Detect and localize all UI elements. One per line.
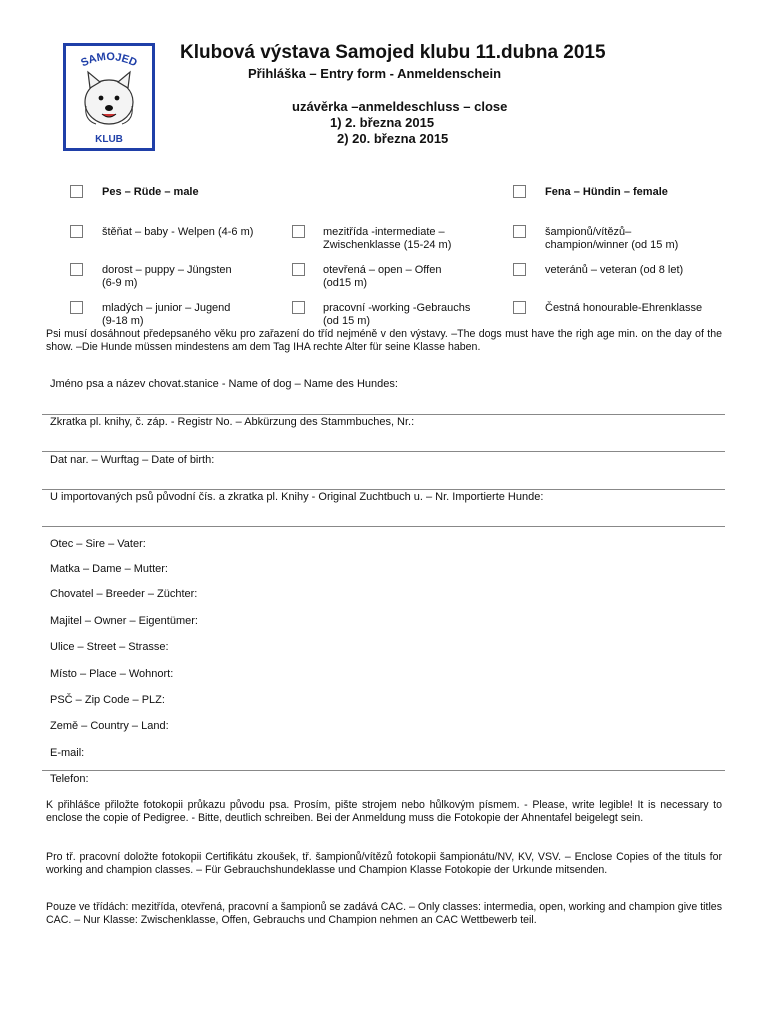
country-field[interactable]: Země – Country – Land:: [50, 720, 169, 732]
page-subtitle: Přihláška – Entry form - Anmeldenschein: [248, 66, 502, 81]
class-honour-label: Čestná honourable-Ehrenklasse: [545, 302, 703, 314]
deadline-1: 1) 2. března 2015: [330, 115, 435, 130]
dog-name-label: Jméno psa a název chovat.stanice - Name of dog – Name des Hundes:: [50, 378, 398, 390]
deadline-label: uzávěrka –anmeldeschluss – close: [292, 99, 508, 114]
class-baby-checkbox[interactable]: [70, 225, 83, 238]
class-open-label: otevřená – open – Offen (od15 m): [323, 264, 442, 289]
breeder-field[interactable]: Chovatel – Breeder – Züchter:: [50, 588, 198, 600]
class-working-label: pracovní -working -Gebrauchs (od 15 m): [323, 302, 471, 327]
zip-field[interactable]: PSČ – Zip Code – PLZ:: [50, 694, 165, 706]
class-champion-checkbox[interactable]: [513, 225, 526, 238]
page-title: Klubová výstava Samojed klubu 11.dubna 2015: [180, 42, 606, 63]
class-junior-label: mladých – junior – Jugend (9-18 m): [102, 302, 231, 327]
class-veteran-checkbox[interactable]: [513, 263, 526, 276]
phone-field[interactable]: Telefon:: [50, 773, 89, 785]
email-underline: [42, 770, 725, 771]
class-intermediate-checkbox[interactable]: [292, 225, 305, 238]
class-junior-checkbox[interactable]: [70, 301, 83, 314]
club-logo: [63, 43, 155, 151]
class-veteran-label: veteránů – veteran (od 8 let): [545, 264, 684, 276]
male-checkbox[interactable]: [70, 185, 83, 198]
street-field[interactable]: Ulice – Street – Strasse:: [50, 641, 169, 653]
email-field[interactable]: E-mail:: [50, 747, 85, 759]
svg-text:SAMOJED: [79, 51, 139, 69]
age-note: Psi musí dosáhnout předepsaného věku pro zařazení do tříd nejméně v den výstavy. –The dogs must have the righ age min. on the day of the show. –Die Hunde müssen mindestens am dem Tag IHA rechte Alter für seine Klasse haben.: [46, 328, 722, 353]
class-puppy-checkbox[interactable]: [70, 263, 83, 276]
class-working-checkbox[interactable]: [292, 301, 305, 314]
female-label: Fena – Hündin – female: [545, 186, 668, 198]
owner-field[interactable]: Majitel – Owner – Eigentümer:: [50, 615, 198, 627]
class-champion-label: šampionů/vítězů– champion/winner (od 15 m): [545, 226, 679, 251]
logo-text-bottom: KLUB: [95, 134, 123, 145]
class-honour-checkbox[interactable]: [513, 301, 526, 314]
working-note: Pro tř. pracovní doložte fotokopii Certifikátu zkoušek, tř. šampionů/vítězů fotokopii šampionátu/NV, KV, VSV. – Enclose Copies of the tituls for working and champion classes. – Für Gebrauchshundeklasse und Champion Klasse Fotokopie der Urkunde mitsenden.: [46, 851, 722, 876]
sire-field[interactable]: Otec – Sire – Vater:: [50, 538, 146, 550]
dam-field[interactable]: Matka – Dame – Mutter:: [50, 563, 168, 575]
class-intermediate-label: mezitřída -intermediate – Zwischenklasse (15-24 m): [323, 226, 452, 251]
female-checkbox[interactable]: [513, 185, 526, 198]
import-label: U importovaných psů původní čís. a zkratka pl. Knihy - Original Zuchtbuch u. – Nr. Importierte Hunde:: [50, 491, 544, 503]
class-puppy-label: dorost – puppy – Jüngsten (6-9 m): [102, 264, 232, 289]
place-field[interactable]: Místo – Place – Wohnort:: [50, 668, 174, 680]
logo-text-top: SAMOJED: [79, 50, 139, 70]
reg-no-input-line[interactable]: [42, 451, 725, 452]
samoyed-logo-icon: [66, 46, 152, 148]
class-baby-label: štěňat – baby - Welpen (4-6 m): [102, 226, 254, 238]
class-open-checkbox[interactable]: [292, 263, 305, 276]
pedigree-note: K přihlášce přiložte fotokopii průkazu původu psa. Prosím, pište strojem nebo hůlkovým písmem. - Please, write legible! It is necessary to enclose the copie of Pedigree. - Bitte, deutlich schreiben. Bei der Anmeldung muss die Fotokopie der Ahnentafel beigelegt sein.: [46, 799, 722, 824]
birth-date-input-line[interactable]: [42, 489, 725, 490]
dog-name-input-line[interactable]: [42, 414, 725, 415]
cac-note: Pouze ve třídách: mezitřída, otevřená, pracovní a šampionů se zadává CAC. – Only classes: intermedia, open, working and champion give titles CAC. – Nur Klasse: Zwischenklasse, Offen, Gebrauchs und Champion nehmen an CAC Wettbewerb teil.: [46, 901, 722, 926]
male-label: Pes – Rüde – male: [102, 186, 199, 198]
reg-no-label: Zkratka pl. knihy, č. záp. - Registr No. – Abkürzung des Stammbuches, Nr.:: [50, 416, 415, 428]
deadline-2: 2) 20. března 2015: [337, 131, 449, 146]
import-input-line[interactable]: [42, 526, 725, 527]
birth-date-label: Dat nar. – Wurftag – Date of birth:: [50, 454, 215, 466]
